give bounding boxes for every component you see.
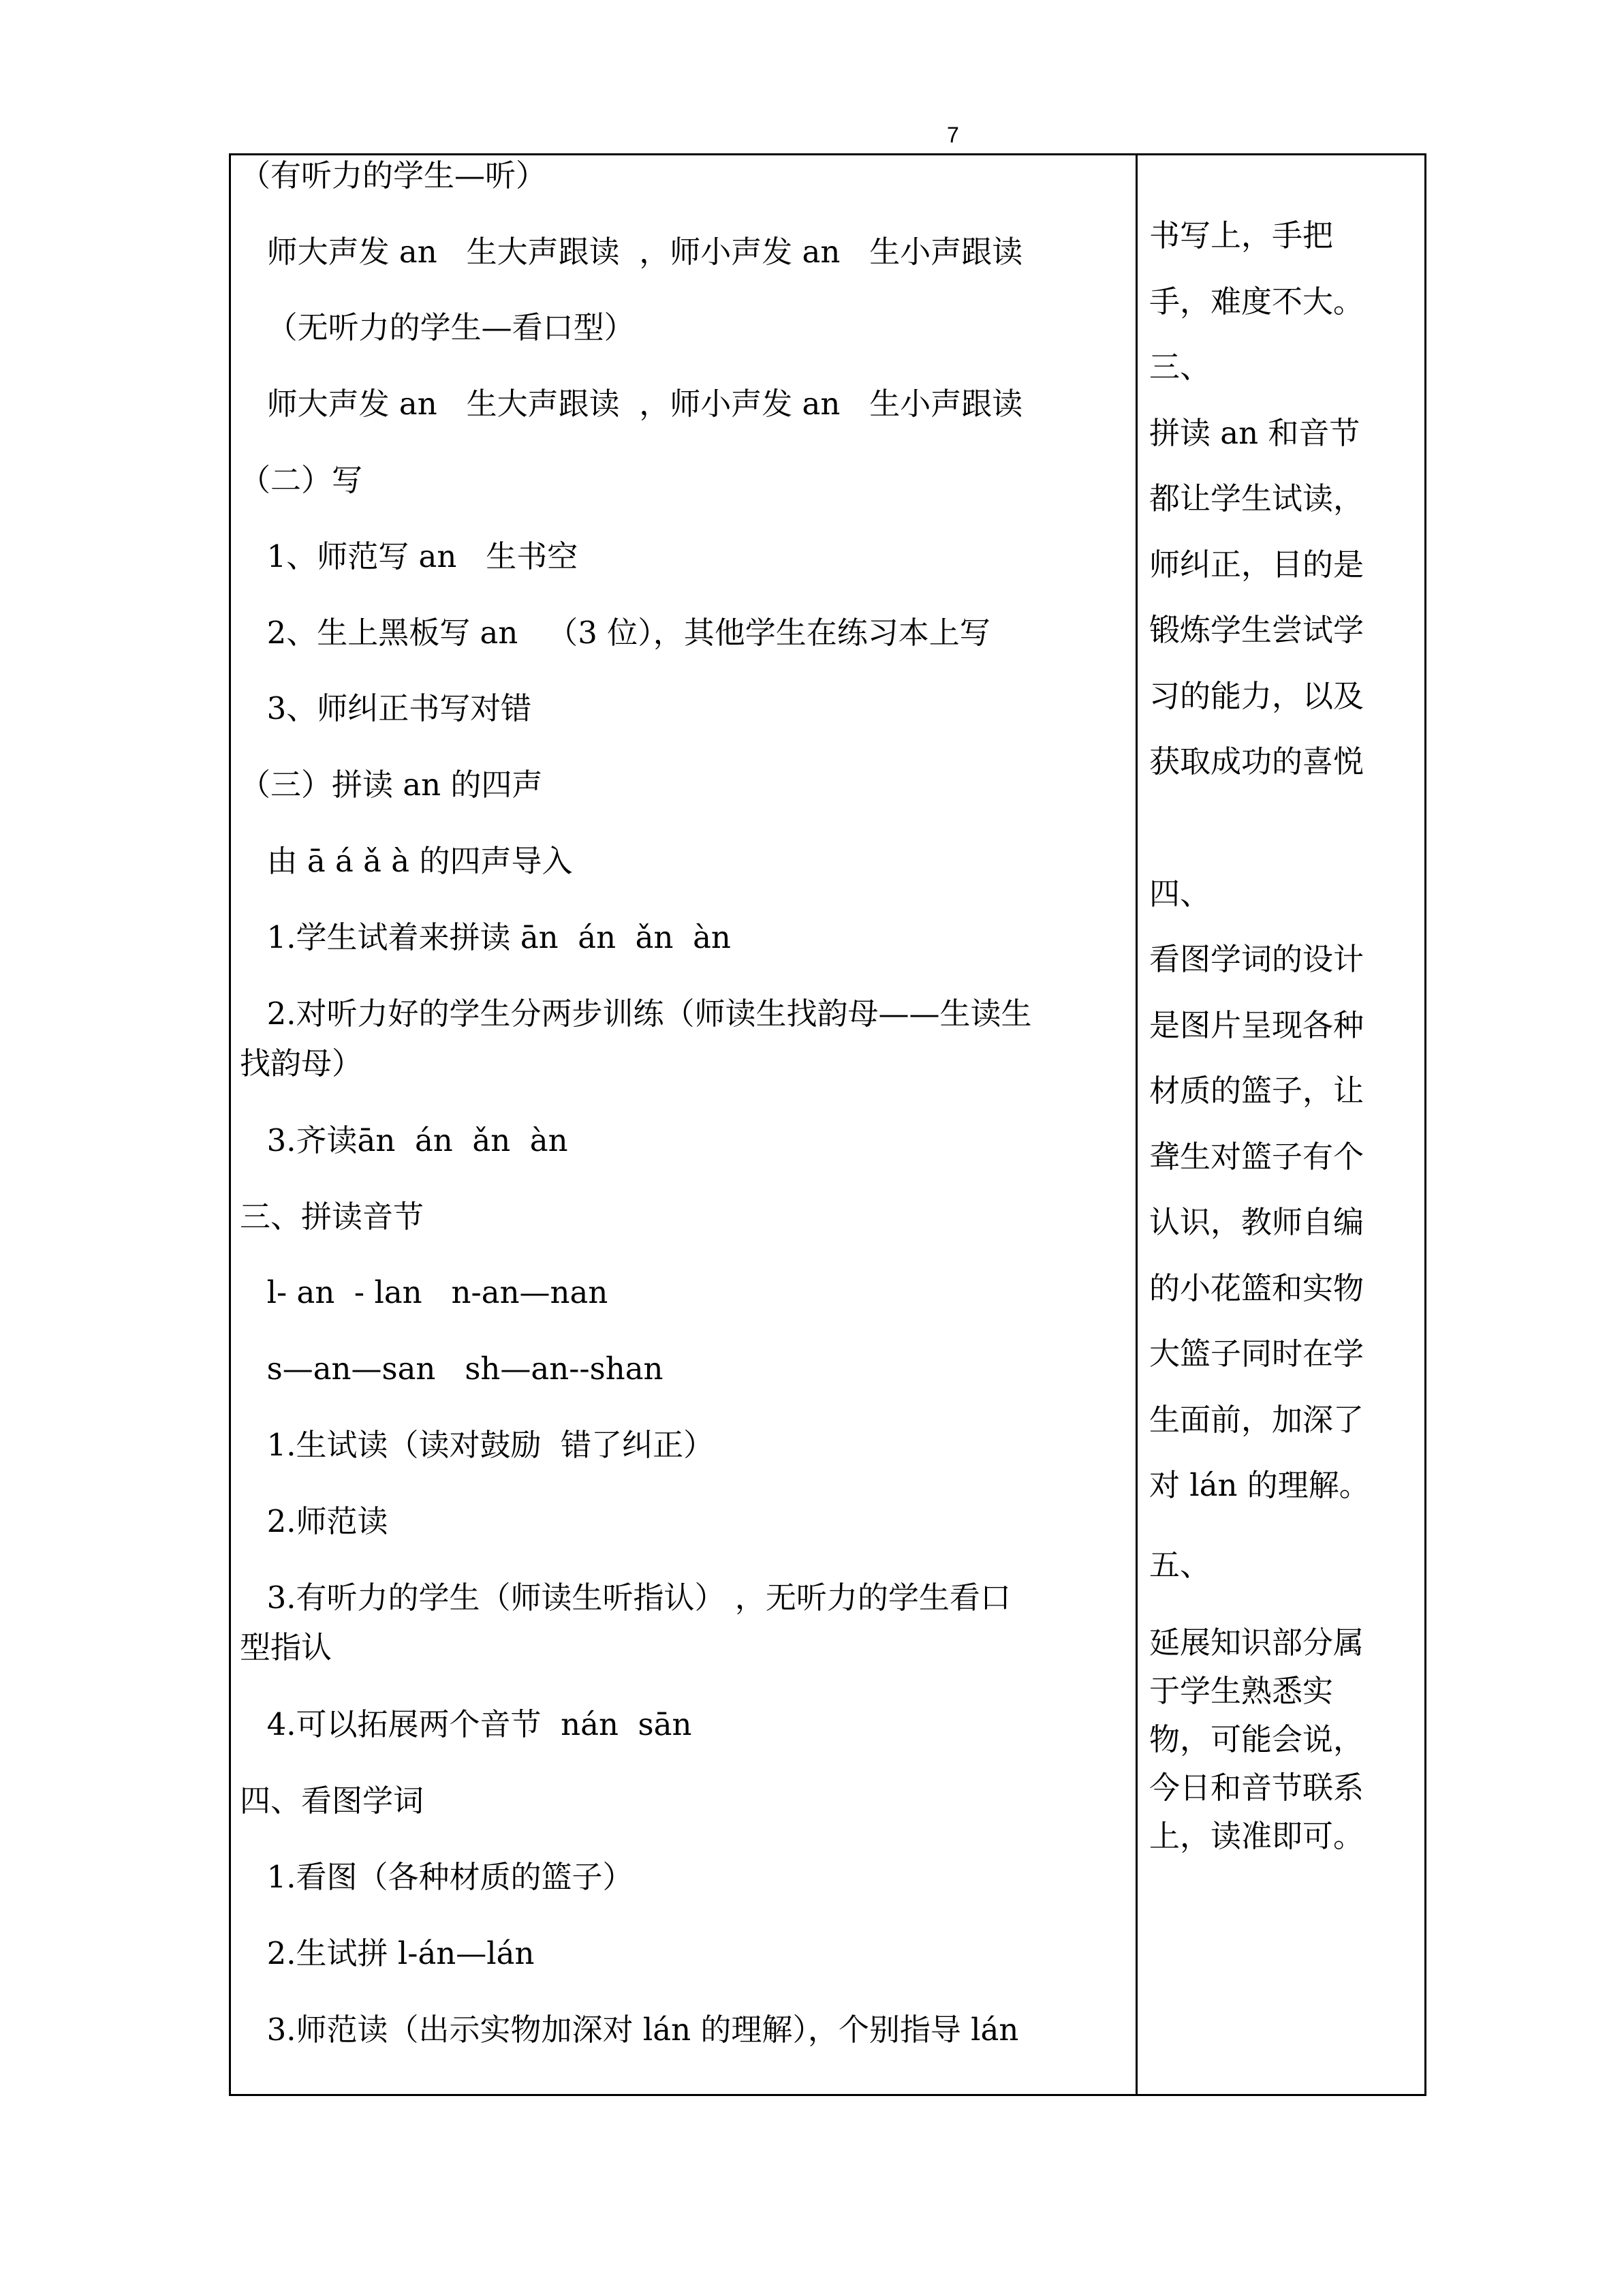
main-line: 3、师纠正书写对错 (247, 690, 532, 726)
main-line: 由 ā á ǎ à 的四声导入 (247, 843, 573, 879)
note-line: 四、 (1149, 876, 1211, 912)
note-line: 于学生熟悉实 (1149, 1673, 1334, 1709)
main-line: s—an—san sh—an--shan (247, 1351, 663, 1387)
column-divider (1136, 153, 1138, 2096)
main-line: 师大声发 an 生大声跟读 ，师小声发 an 生小声跟读 (247, 234, 1023, 270)
note-line: 今日和音节联系 (1149, 1770, 1364, 1806)
main-line: 2.生试拼 l-án—lán (247, 1935, 535, 1971)
main-line: 1.学生试着来拼读 ān án ǎn àn (247, 919, 731, 955)
note-line: 的小花篮和实物 (1149, 1270, 1364, 1306)
main-line: 三、拼读音节 (240, 1199, 424, 1235)
main-line: 3.齐读ān án ǎn àn (247, 1122, 568, 1158)
main-line: 1.看图（各种材质的篮子） (247, 1859, 634, 1895)
main-line: 2.对听力好的学生分两步训练（师读生找韵母——生读生 (247, 996, 1032, 1032)
note-line: 认识，教师自编 (1149, 1204, 1364, 1240)
main-line: （有听力的学生—听） (240, 157, 547, 194)
note-line: 生面前，加深了 (1149, 1402, 1364, 1438)
main-line: 师大声发 an 生大声跟读 ，师小声发 an 生小声跟读 (247, 386, 1023, 422)
page-number: 7 (947, 123, 959, 147)
main-line: （无听力的学生—看口型） (247, 309, 635, 345)
note-line: 拼读 an 和音节 (1149, 415, 1360, 451)
main-line: 2、生上黑板写 an （3 位），其他学生在练习本上写 (247, 615, 990, 651)
main-line: 2.师范读 (247, 1503, 388, 1539)
note-line: 上，读准即可。 (1149, 1818, 1364, 1854)
main-line: 1.生试读（读对鼓励 错了纠正） (247, 1427, 715, 1463)
note-line: 五、 (1149, 1547, 1211, 1583)
note-line: 三、 (1149, 349, 1211, 385)
main-line: 找韵母） (240, 1045, 363, 1081)
note-line: 聋生对篮子有个 (1149, 1139, 1364, 1175)
note-line: 锻炼学生尝试学 (1149, 612, 1364, 648)
main-line: l- an - lan n-an—nan (247, 1274, 608, 1310)
main-line: （三）拼读 an 的四声 (240, 767, 543, 803)
note-line: 对 lán 的理解。 (1149, 1467, 1370, 1503)
note-line: 看图学词的设计 (1149, 941, 1364, 977)
note-line: 都让学生试读， (1149, 480, 1364, 517)
main-line: 型指认 (240, 1629, 332, 1665)
note-line: 书写上，手把 (1149, 217, 1334, 253)
note-line: 手，难度不大。 (1149, 283, 1364, 320)
main-line: 3.有听力的学生（师读生听指认） ，无听力的学生看口 (247, 1580, 1011, 1616)
main-line: 四、看图学词 (240, 1783, 424, 1819)
note-line: 延展知识部分属 (1149, 1624, 1364, 1661)
note-line: 是图片呈现各种 (1149, 1007, 1364, 1043)
main-line: （二）写 (240, 462, 363, 498)
note-line: 材质的篮子，让 (1149, 1073, 1364, 1109)
main-line: 4.可以拓展两个音节 nán sān (247, 1706, 692, 1742)
main-line: 3.师范读（出示实物加深对 lán 的理解），个别指导 lán (247, 2012, 1019, 2048)
note-line: 获取成功的喜悦 (1149, 743, 1364, 780)
note-line: 师纠正，目的是 (1149, 546, 1364, 583)
main-line: 1、师范写 an 生书空 (247, 538, 578, 574)
note-line: 大篮子同时在学 (1149, 1336, 1364, 1372)
note-line: 习的能力，以及 (1149, 678, 1364, 714)
note-line: 物，可能会说， (1149, 1721, 1364, 1757)
